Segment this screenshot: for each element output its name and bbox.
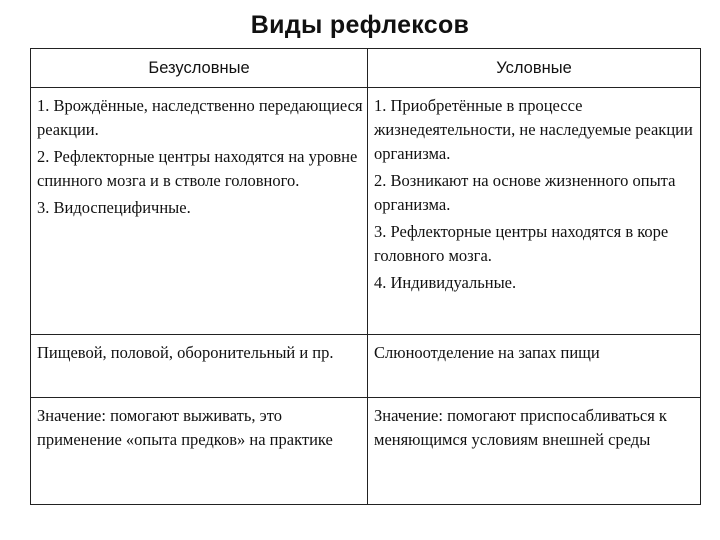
cell-unconditioned-properties — [31, 88, 368, 335]
cell-conditioned-meaning — [368, 398, 701, 505]
examples-text: Пищевой, половой, оборонительный и пр. — [37, 343, 334, 362]
cell-unconditioned-meaning — [31, 398, 368, 505]
reflex-comparison-table — [30, 48, 701, 505]
page-title: Виды рефлексов — [250, 11, 470, 39]
table-row-meaning — [31, 398, 701, 505]
list-item: 3. Видоспецифичные. — [37, 198, 191, 217]
list-item: 4. Индивидуальные. — [374, 273, 517, 292]
table-header-row — [31, 49, 701, 88]
header-conditioned: Условные — [368, 49, 701, 88]
table-row-properties — [31, 88, 701, 335]
cell-unconditioned-examples — [31, 335, 368, 398]
list-item: 3. Рефлекторные центры находятся в коре головного мозга. — [374, 222, 669, 265]
list-item: 1. Приобретённые в процессе жизнедеятельности, не наследуемые реакции организма. — [374, 96, 693, 163]
list-item: 2. Рефлекторные центры находятся на уровне спинного мозга и в стволе головного. — [37, 147, 358, 190]
header-unconditioned: Безусловные — [31, 49, 368, 88]
meaning-text: Значение: помогают приспосабливаться к меняющимся условиям внешней среды — [374, 406, 667, 449]
cell-conditioned-examples — [368, 335, 701, 398]
table-row-examples — [31, 335, 701, 398]
cell-conditioned-properties — [368, 88, 701, 335]
list-item: 1. Врождённые, наследственно передающиеся реакции. — [37, 96, 363, 139]
examples-text: Слюноотделение на запах пищи — [374, 343, 600, 362]
meaning-text: Значение: помогают выживать, это применение «опыта предков» на практике — [37, 406, 333, 449]
list-item: 2. Возникают на основе жизненного опыта организма. — [374, 171, 676, 214]
